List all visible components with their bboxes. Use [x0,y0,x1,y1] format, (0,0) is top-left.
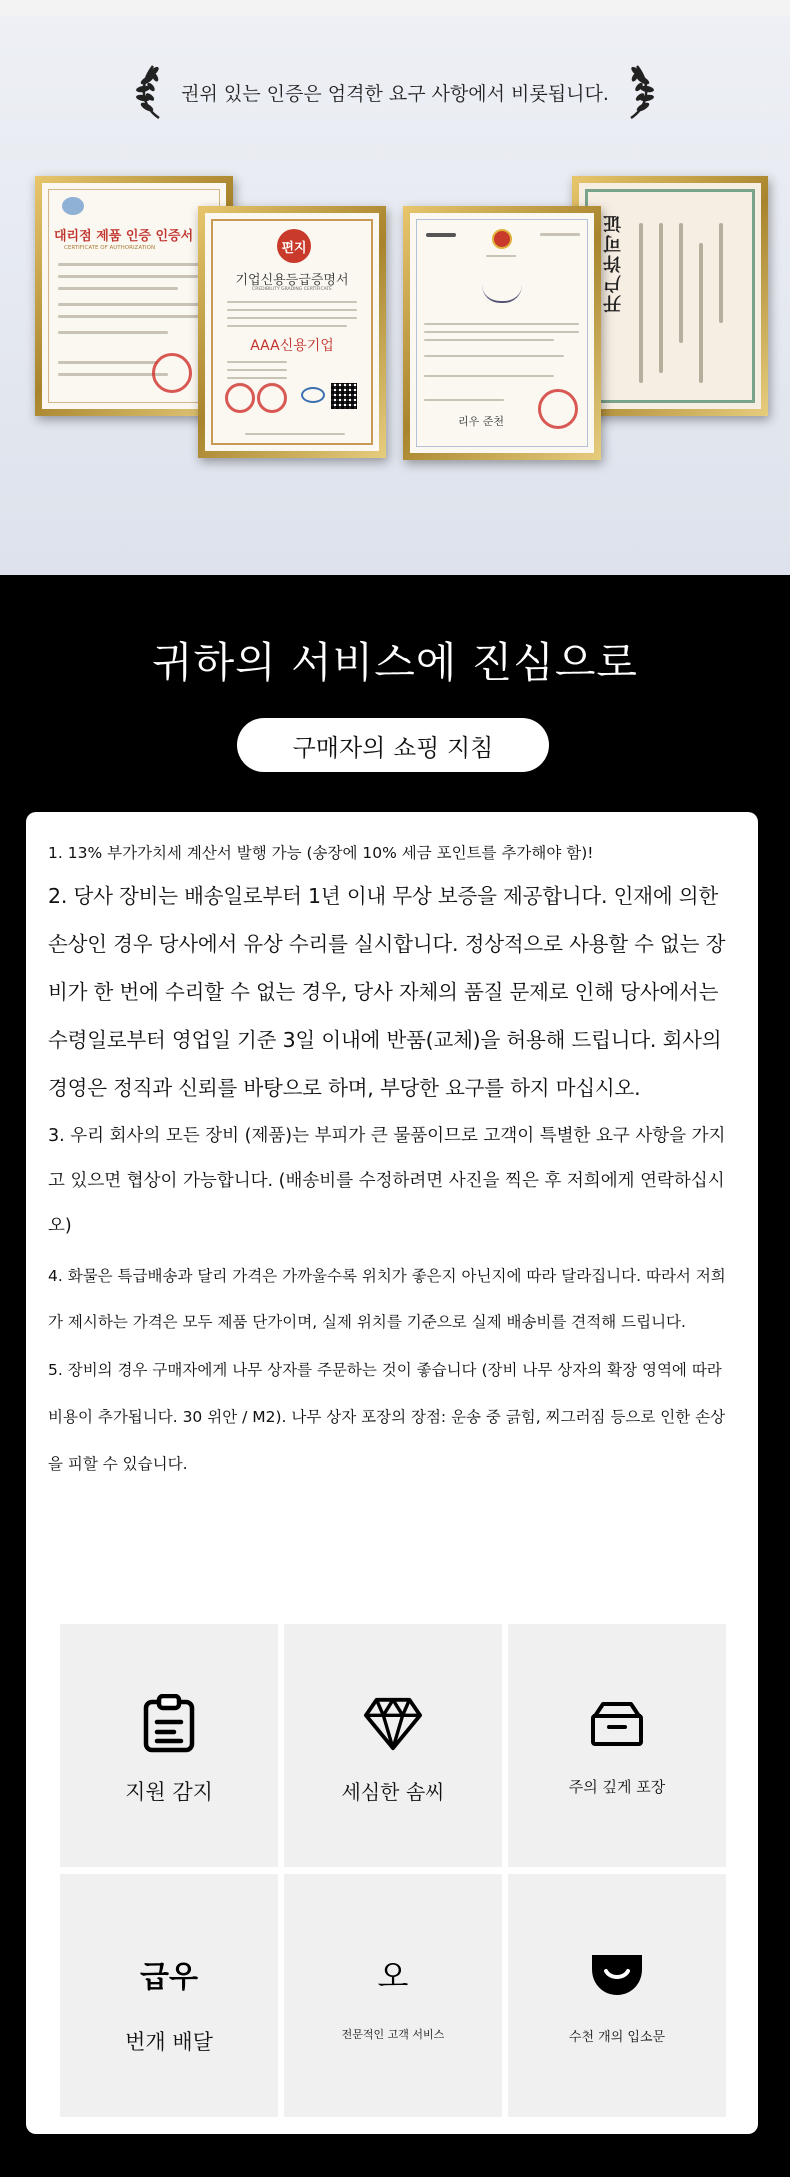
certificate-credit-grade [198,206,386,458]
cert2-grade: AAA신용기업 [250,338,334,354]
certificate-trademark [403,206,601,460]
feature-label-detection: 지원 감지 [125,1780,213,1804]
feature-tile-craftsmanship [284,1624,502,1867]
guide-note-5: 5. 장비의 경우 구매자에게 나무 상자를 주문하는 것이 좋습니다 (장비 나무 상자의 확장 영역에 따라 비용이 추가됩니다. 30 위안 / M2). 나무 상자 포장의 장점: 운송 중 긁힘, 찌그러짐 등으로 인한 손상을 피할 수 있습니다. [48,1361,726,1473]
delivery-icon [139,1944,199,2004]
cert4-title: 开户许可证 [603,213,624,313]
clipboard-icon [139,1694,199,1754]
feature-tile-detection [60,1624,278,1867]
feature-tile-delivery [60,1874,278,2117]
emblem-icon [492,229,512,249]
customer-service-glyph: 오 [377,1957,409,1995]
shopping-guide-card [26,812,758,2134]
feature-tile-word-of-mouth [508,1874,726,2117]
cert2-badge-text: 편지 [281,240,307,256]
feature-grid [60,1624,727,2114]
cert3-person: 리우 준천 [458,415,505,428]
feature-label-word-of-mouth: 수천 개의 입소문 [568,2030,666,2045]
cert2-title: 기업신용등급증명서 [235,273,349,288]
cert2-badge [277,229,311,263]
feature-label-customer-service: 전문적인 고객 서비스 [341,2028,445,2041]
guide-note-2: 2. 당사 장비는 배송일로부터 1년 이내 무상 보증을 제공합니다. 인재에 의한 손상인 경우 당사에서 유상 수리를 실시합니다. 정상적으로 사용할 수 없는 장비가 한 번에 수리할 수 없는 경우, 당사 자체의 품질 문제로 인해 당사에서는 수령일로부터 영업일 기준 3일 이내에 반품(교체)을 허용해 드립니다. 회사의 경영은 정직과 신뢰를 바탕으로 하며, 부당한 요구를 하지 마십시오. [48,884,726,1100]
certificates-heading-text: 권위 있는 인증은 엄격한 요구 사항에서 비롯됩니다. [181,82,609,105]
shopping-guide-button[interactable] [237,718,549,772]
shopping-guide-label: 구매자의 쇼핑 지침 [292,733,494,762]
feature-tile-customer-service [284,1874,502,2117]
guide-note-3: 3. 우리 회사의 모든 장비 (제품)는 부피가 큰 물품이므로 고객이 특별한 요구 사항을 가지고 있으면 협상이 가능합니다. (배송비를 수정하려면 사진을 찍은 후 저희에게 연락하십시오) [48,1126,726,1236]
feature-label-packaging: 주의 깊게 포장 [568,1778,666,1796]
guide-notes [48,842,738,1488]
package-box-icon [587,1694,647,1754]
certificates-heading [130,62,660,122]
guide-note-4: 4. 화물은 특급배송과 달리 가격은 가까울수록 위치가 좋은지 아닌지에 따라 달라집니다. 따라서 저희가 제시하는 가격은 모두 제품 단가이며, 실제 위치를 기준으로 실제 배송비를 견적해 드립니다. [48,1267,726,1331]
cert1-subtitle: CERTIFICATE OF AUTHORIZATION [64,245,156,251]
feature-tile-packaging [508,1624,726,1867]
laurel-right-icon [623,62,659,122]
certificate-account-permit [572,176,768,416]
cert2-subtitle: CREDIBILITY GRADING CERTIFICATE [252,287,332,292]
guide-note-1: 1. 13% 부가가치세 계산서 발행 가능 (송장에 10% 세금 포인트를 추가해야 함)! [48,844,594,862]
cert1-title: 대리점 제품 인증 인증서 [54,229,194,244]
feature-label-craftsmanship: 세심한 솜씨 [341,1780,445,1804]
feature-label-delivery: 번개 배달 [125,2030,213,2054]
diamond-icon [363,1694,423,1754]
smile-mouth-icon [587,1944,647,2004]
customer-service-icon [363,1944,423,2004]
service-title: 귀하의 서비스에 진심으로 [152,638,638,687]
delivery-glyph: 급우 [140,1960,198,1995]
top-band [0,0,790,16]
certificates-section [0,0,790,575]
laurel-left-icon [131,62,167,122]
